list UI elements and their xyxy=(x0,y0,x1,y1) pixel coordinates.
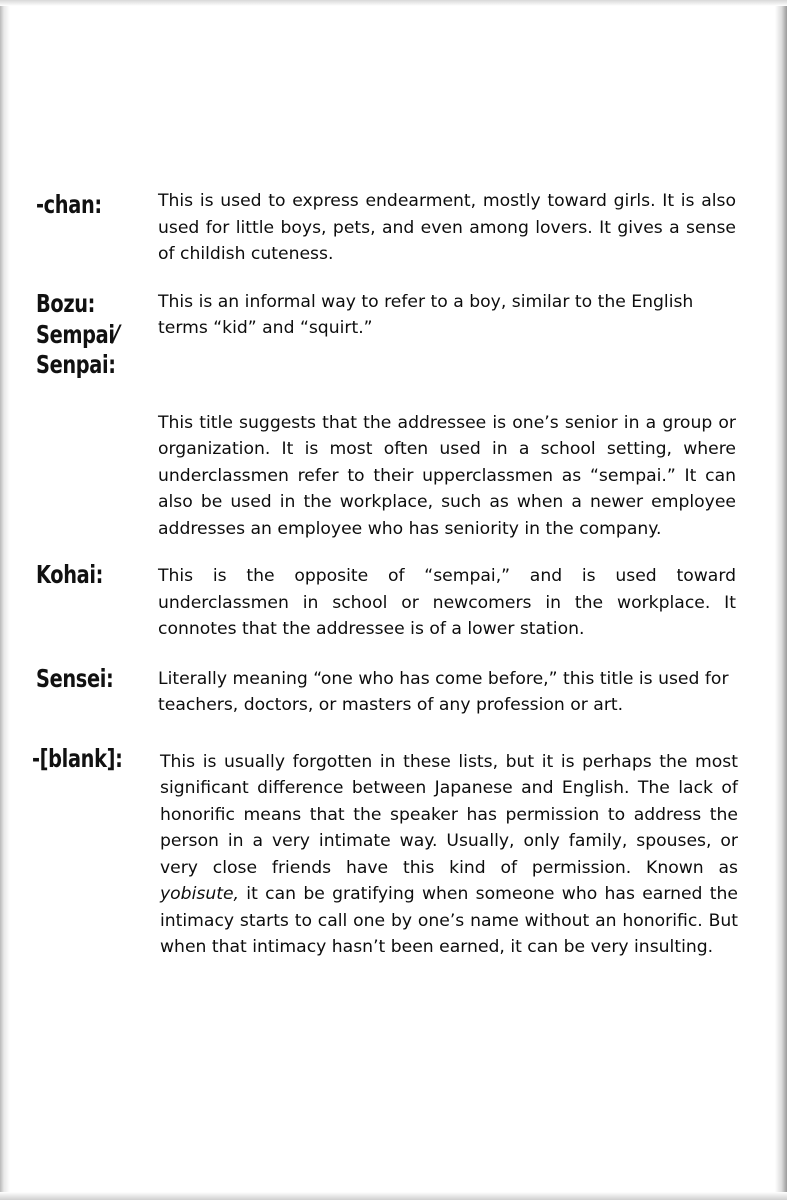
glossary-term-line: -[blank]: xyxy=(32,743,123,773)
glossary-definition: This is an informal way to refer to a boy, similar to the English terms “kid” and “squirt.” xyxy=(158,291,694,338)
page-edge-top xyxy=(0,0,787,6)
glossary-term-line: Sensei: xyxy=(36,663,114,693)
glossary-definition xyxy=(160,749,738,961)
glossary-term-line: -chan: xyxy=(36,190,102,219)
glossary-entry xyxy=(32,743,738,961)
glossary-definition: This title suggests that the addressee is one’s senior in a group or organization. It is most often used in a school setting, where underclassmen refer to their upperclassmen as “sempai.” It can also be used in the workplace, such as when a newer employee addresses an employee who has seniority in the company. xyxy=(158,412,736,539)
glossary-term-line: Bozu: xyxy=(36,288,96,318)
italic-term: yobisute, xyxy=(160,884,239,904)
glossary-definition: This is the opposite of “sempai,” and is used toward underclassmen in school or newcomers in the workplace. It connotes that the addressee is of a lower station. xyxy=(158,566,736,639)
glossary-entry xyxy=(36,188,736,268)
glossary-entry xyxy=(36,560,736,643)
page-edge-bottom xyxy=(0,1192,787,1200)
page-edge-left xyxy=(0,0,10,1200)
glossary-list xyxy=(32,188,738,961)
glossary-term-line: Sempai⁄ xyxy=(36,319,118,349)
glossary-term xyxy=(36,289,137,319)
glossary-term-line: Kohai: xyxy=(36,560,104,589)
glossary-term-line: Senpai: xyxy=(36,349,116,379)
glossary-term xyxy=(36,560,137,590)
glossary-term xyxy=(32,744,152,774)
glossary-term xyxy=(36,664,137,694)
text-run: This is usually forgotten in these lists, but it is perhaps the most significant difference between Japanese and English. The lack of honorific means that the speaker has permission to address the person in a very intimate way. Usually, only family, spouses, or very close friends have this kind of permission. Known as xyxy=(160,751,738,878)
glossary-entry xyxy=(36,319,736,543)
page-edge-right xyxy=(775,0,787,1200)
text-run: it can be gratifying when someone who has earned the intimacy starts to call one by one’s name without an honorific. But when that intimacy hasn’t been earned, it can be very insulting. xyxy=(160,884,738,957)
glossary-entry xyxy=(36,663,736,719)
glossary-definition: This is used to express endearment, mostly toward girls. It is also used for little boys, pets, and even among lovers. It gives a sense of childish cuteness. xyxy=(158,191,736,264)
glossary-term xyxy=(36,320,137,380)
glossary-term xyxy=(36,190,137,220)
glossary-definition: Literally meaning “one who has come before,” this title is used for teachers, doctors, or masters of any profession or art. xyxy=(158,668,729,715)
glossary-entry xyxy=(36,289,736,342)
